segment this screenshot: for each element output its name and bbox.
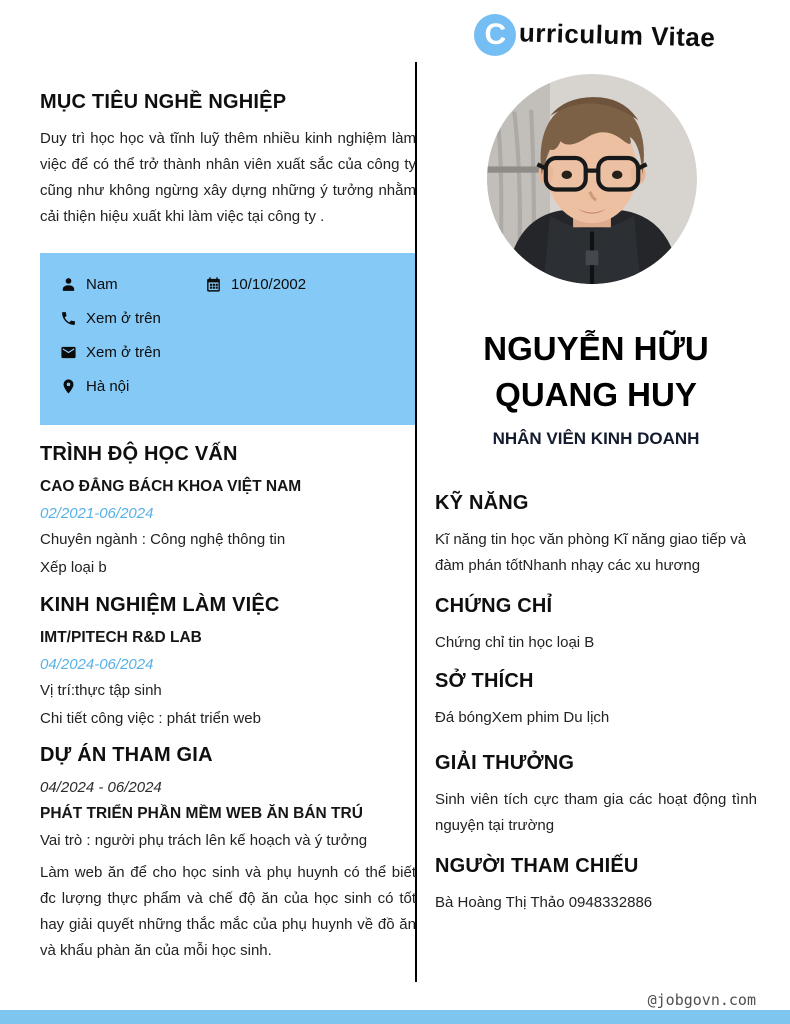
info-row	[60, 274, 397, 294]
education-period: 02/2021-06/2024	[40, 505, 154, 522]
awards-body: Sinh viên tích cực tham gia các hoạt động tình nguyện tại trường	[435, 791, 757, 834]
phone-label: Xem ở trên	[86, 309, 161, 327]
gender-item	[60, 276, 205, 293]
person-icon	[60, 276, 77, 293]
watermark-credit: @jobgovn.com	[647, 991, 756, 1009]
section-certificates	[435, 595, 757, 656]
project-role: Vai trò : người phụ trách lên kế hoạch và ý tưởng	[40, 832, 368, 849]
section-skills	[435, 492, 757, 579]
email-item	[60, 344, 161, 361]
experience-period: 04/2024-06/2024	[40, 656, 154, 673]
birthdate-label: 10/10/2002	[231, 275, 307, 293]
experience-company: IMT/PITECH R&D LAB	[40, 629, 202, 646]
email-label: Xem ở trên	[86, 343, 161, 361]
section-awards	[435, 752, 757, 839]
candidate-name: NGUYỄN HỮU QUANG HUY	[483, 330, 709, 414]
birthdate-item	[205, 276, 306, 293]
skills-title: KỸ NĂNG	[435, 492, 529, 514]
projects-title: DỰ ÁN THAM GIA	[40, 744, 213, 766]
footer-bar	[0, 1010, 790, 1024]
phone-item	[60, 310, 161, 327]
certificates-title: CHỨNG CHỈ	[435, 595, 553, 617]
hobbies-title: SỞ THÍCH	[435, 670, 534, 692]
location-icon	[60, 378, 77, 395]
profile-photo	[487, 74, 697, 284]
info-row	[60, 376, 397, 396]
profile-photo-illustration	[487, 74, 697, 284]
hobbies-body: Đá bóngXem phim Du lịch	[435, 709, 610, 726]
objective-title: MỤC TIÊU NGHỀ NGHIỆP	[40, 91, 287, 113]
address-label: Hà nội	[86, 377, 130, 395]
curriculum-vitae-logo	[445, 14, 745, 56]
info-row	[60, 342, 397, 362]
logo-text: urriculum Vitae	[518, 16, 717, 53]
info-row	[60, 308, 397, 328]
certificates-body: Chứng chỉ tin học loại B	[435, 634, 595, 651]
references-body: Bà Hoàng Thị Thảo 0948332886	[435, 894, 653, 911]
gender-label: Nam	[86, 275, 118, 293]
section-objective	[40, 91, 416, 230]
address-item	[60, 378, 129, 395]
section-references	[435, 855, 757, 916]
project-name: PHÁT TRIỂN PHẦN MỀM WEB ĂN BÁN TRÚ	[40, 805, 363, 822]
awards-title: GIẢI THƯỞNG	[435, 752, 575, 774]
section-projects	[40, 744, 416, 964]
calendar-icon	[205, 276, 222, 293]
project-description: Làm web ăn để cho học sinh và phụ huynh có thể biết đc lượng thực phẩm và chế độ ăn của học sinh có tốt hay giải quyết những thắc mắc của phụ huynh về đồ ăn và khẩu phàn ăn của mỗi học sinh.	[40, 864, 416, 959]
phone-icon	[60, 310, 77, 327]
section-hobbies	[435, 670, 757, 731]
email-icon	[60, 344, 77, 361]
project-period: 04/2024 - 06/2024	[40, 779, 162, 796]
candidate-job-title: NHÂN VIÊN KINH DOANH	[492, 429, 700, 448]
experience-position: Vị trí:thực tập sinh	[40, 682, 162, 699]
personal-info-box	[40, 253, 415, 425]
education-major: Chuyên ngành : Công nghệ thông tin	[40, 531, 286, 548]
education-school: CAO ĐẲNG BÁCH KHOA VIỆT NAM	[40, 478, 302, 495]
experience-detail: Chi tiết công việc : phát triển web	[40, 710, 261, 727]
references-title: NGƯỜI THAM CHIẾU	[435, 855, 639, 877]
education-grade: Xếp loại b	[40, 559, 107, 576]
experience-title: KINH NGHIỆM LÀM VIỆC	[40, 594, 280, 616]
skills-body: Kĩ năng tin học văn phòng Kĩ năng giao tiếp và đàm phán tốtNhanh nhạy các xu hương	[435, 531, 747, 574]
section-education	[40, 443, 416, 587]
section-experience	[40, 594, 416, 738]
education-title: TRÌNH ĐỘ HỌC VẤN	[40, 443, 238, 465]
logo-c-icon: C	[474, 14, 516, 56]
objective-body: Duy trì học học và tĩnh luỹ thêm nhiều kinh nghiệm làm việc để có thể trở thành nhân viên xuất sắc của công ty cũng như không ngừng xây dựng những ý tưởng nhằm cải thiện hiệu xuất khi làm việc tại công ty .	[40, 130, 416, 225]
